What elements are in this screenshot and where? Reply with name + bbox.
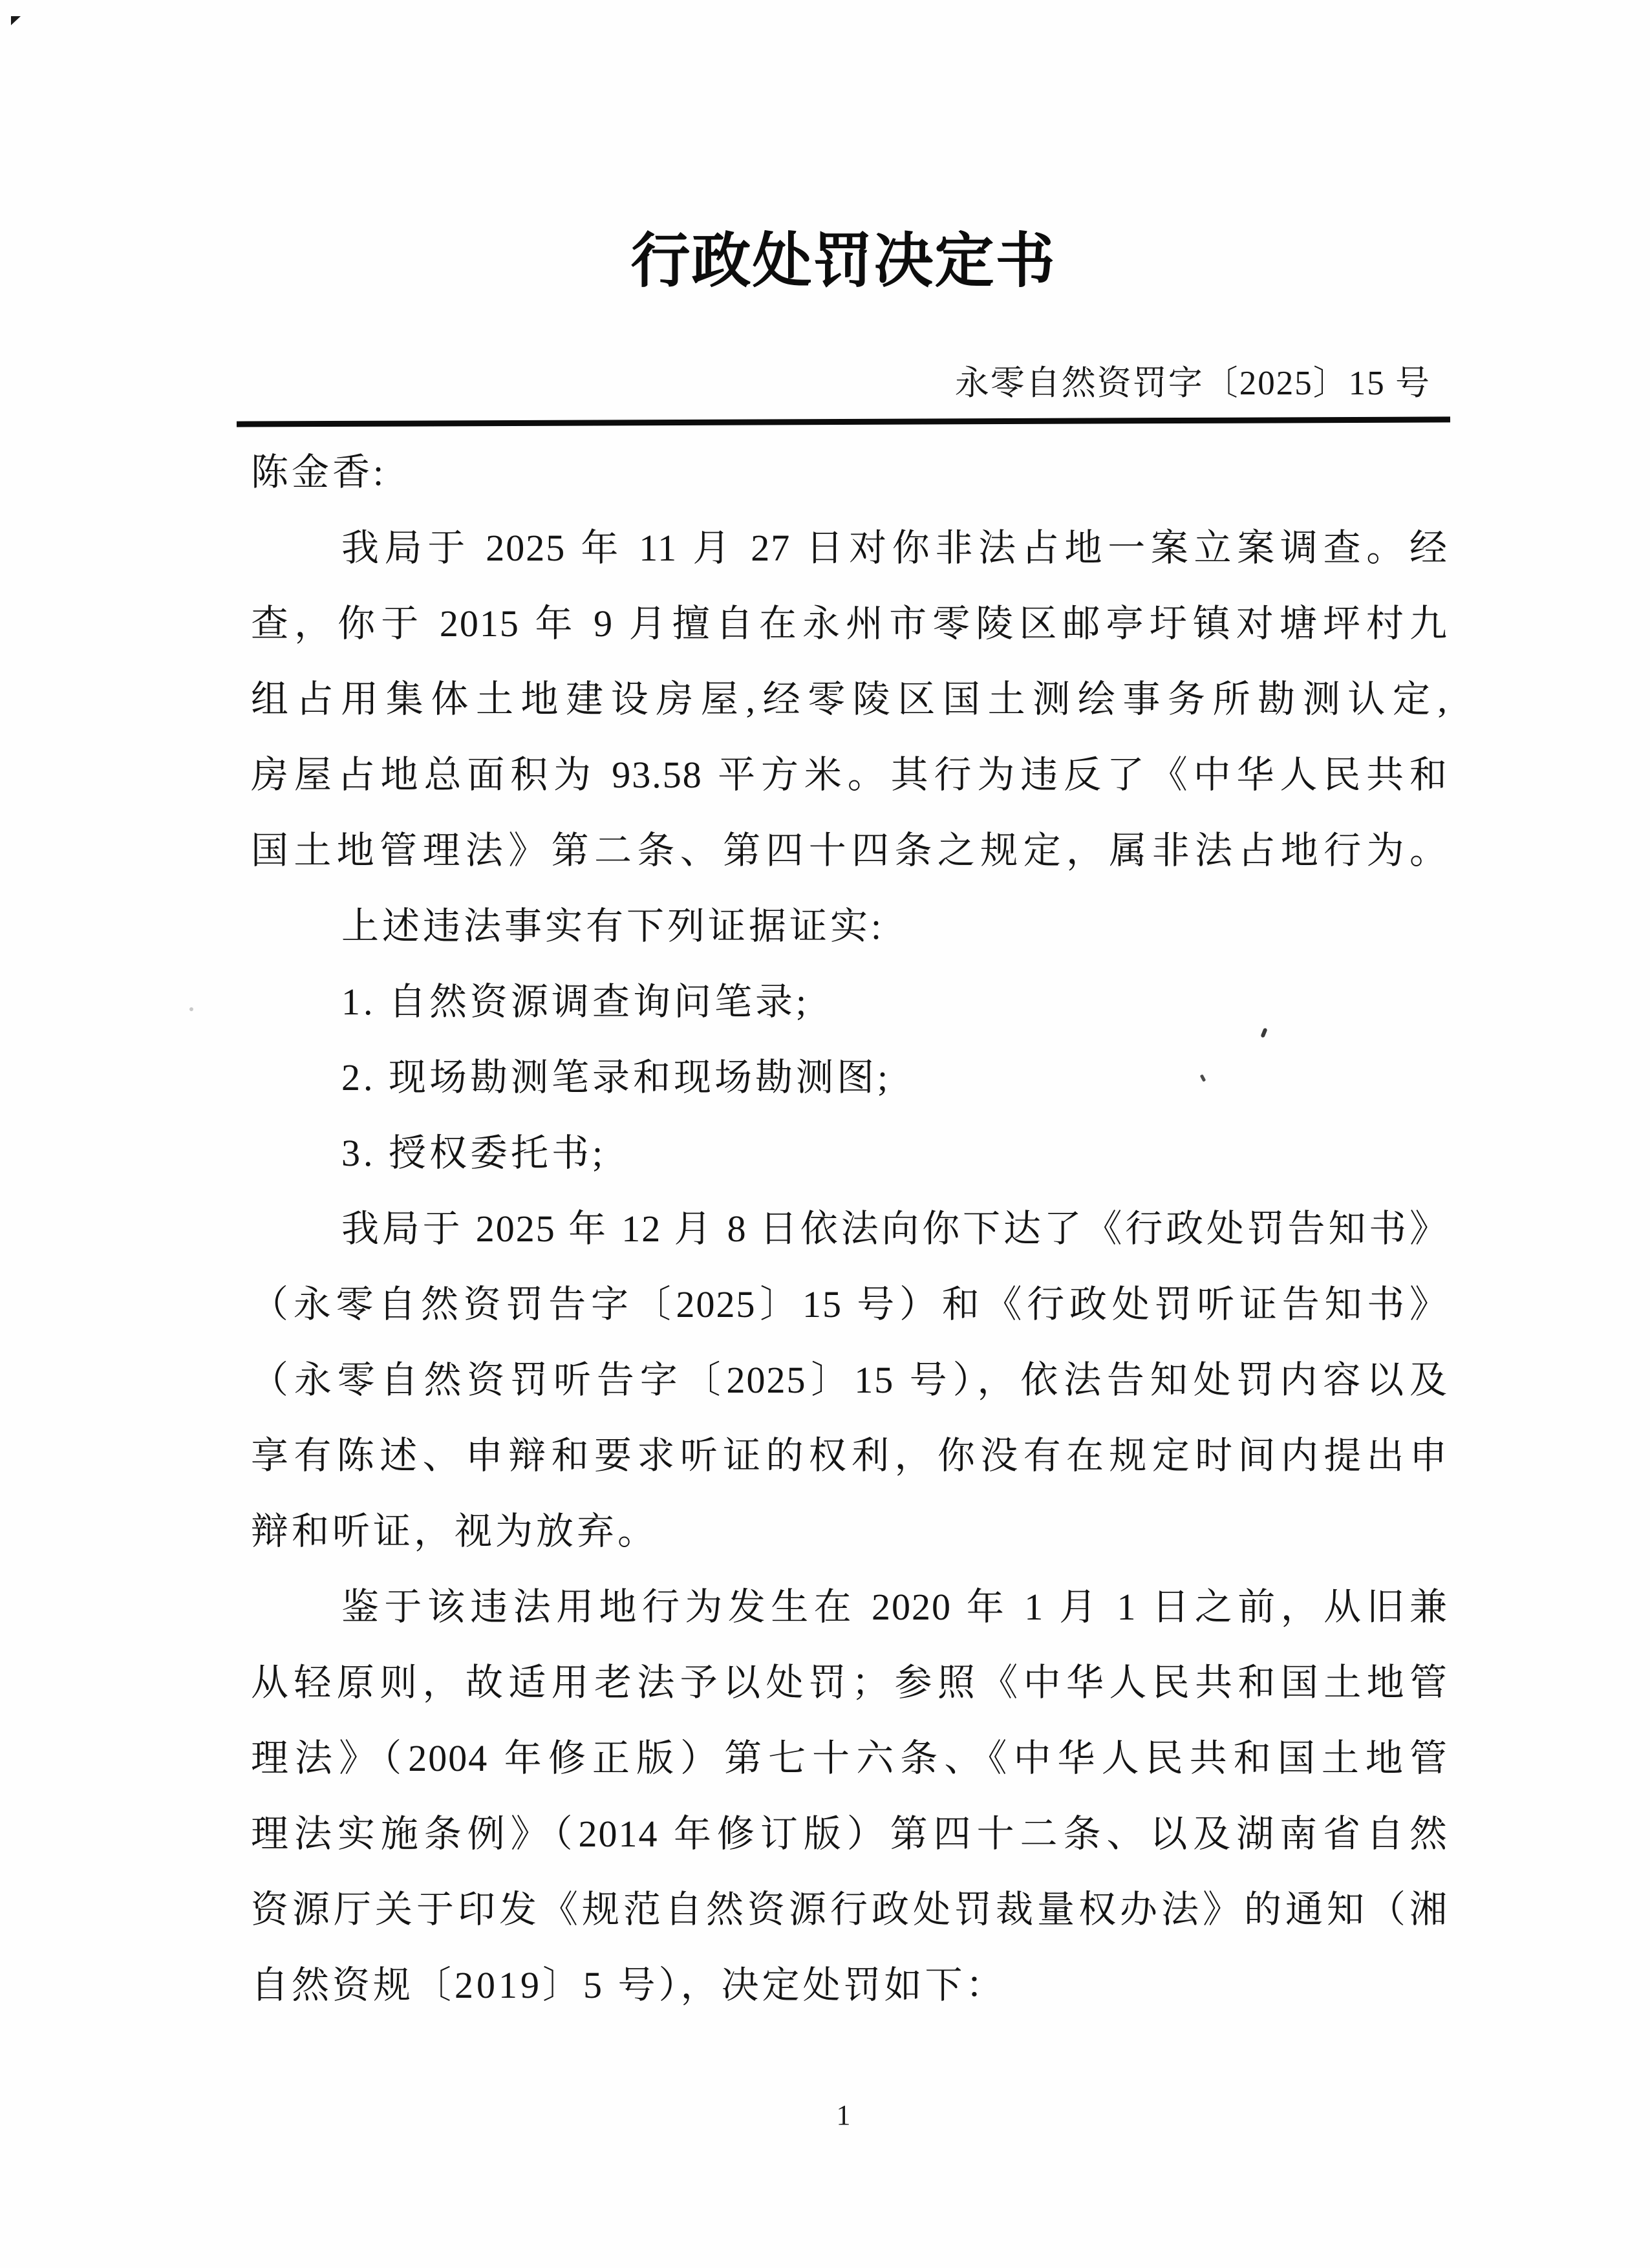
- body-text: [251, 434, 1448, 2023]
- header-divider-rule: [237, 416, 1450, 427]
- body-line: 组占用集体土地建设房屋,经零陵区国土测绘事务所勘测认定,: [251, 678, 1448, 720]
- scan-speck: [189, 1007, 193, 1011]
- body-line: 资源厅关于印发《规范自然资源行政处罚裁量权办法》的通知（湘: [251, 1888, 1448, 1931]
- body-line: 享有陈述、申辩和要求听证的权利，你没有在规定时间内提出申: [251, 1435, 1448, 1477]
- body-line: 3. 授权委托书;: [341, 1132, 606, 1174]
- body-line: 房屋占地总面积为 93.58 平方米。其行为违反了《中华人民共和: [251, 754, 1448, 796]
- body-line: 自然资规〔2019〕5 号），决定处罚如下：: [251, 1964, 1007, 2006]
- body-line: 理法》（2004 年修正版）第七十六条、《中华人民共和国土地管: [251, 1737, 1448, 1779]
- body-line: 查，你于 2015 年 9 月擅自在永州市零陵区邮亭圩镇对塘坪村九: [251, 603, 1448, 645]
- body-line: 鉴于该违法用地行为发生在 2020 年 1 月 1 日之前，从旧兼: [341, 1586, 1448, 1628]
- body-line: 辩和听证，视为放弃。: [251, 1510, 659, 1552]
- body-line: （永零自然资罚听告字〔2025〕15 号），依法告知处罚内容以及: [251, 1359, 1448, 1401]
- body-line: 理法实施条例》（2014 年修订版）第四十二条、以及湖南省自然: [251, 1813, 1448, 1855]
- page-number: 1: [836, 2099, 851, 2131]
- document-title: 行政处罚决定书: [630, 228, 1056, 294]
- body-line: 国土地管理法》第二条、第四十四条之规定，属非法占地行为。: [251, 829, 1448, 872]
- body-line: 从轻原则，故适用老法予以处罚；参照《中华人民共和国土地管: [251, 1662, 1448, 1704]
- body-line: 我局于 2025 年 11 月 27 日对你非法占地一案立案调查。经: [341, 527, 1448, 569]
- body-line: 2. 现场勘测笔录和现场勘测图;: [341, 1056, 892, 1098]
- body-line: 上述违法事实有下列证据证实:: [341, 905, 885, 947]
- body-line: （永零自然资罚告字〔2025〕15 号）和《行政处罚听证告知书》: [251, 1283, 1448, 1325]
- document-number: 永零自然资罚字〔2025〕15 号: [954, 365, 1431, 402]
- scan-corner-mark: [11, 16, 21, 25]
- body-line: 1. 自然资源调查询问笔录;: [341, 981, 810, 1023]
- salutation: 陈金香:: [251, 451, 387, 493]
- body-line: 我局于 2025 年 12 月 8 日依法向你下达了《行政处罚告知书》: [341, 1208, 1448, 1250]
